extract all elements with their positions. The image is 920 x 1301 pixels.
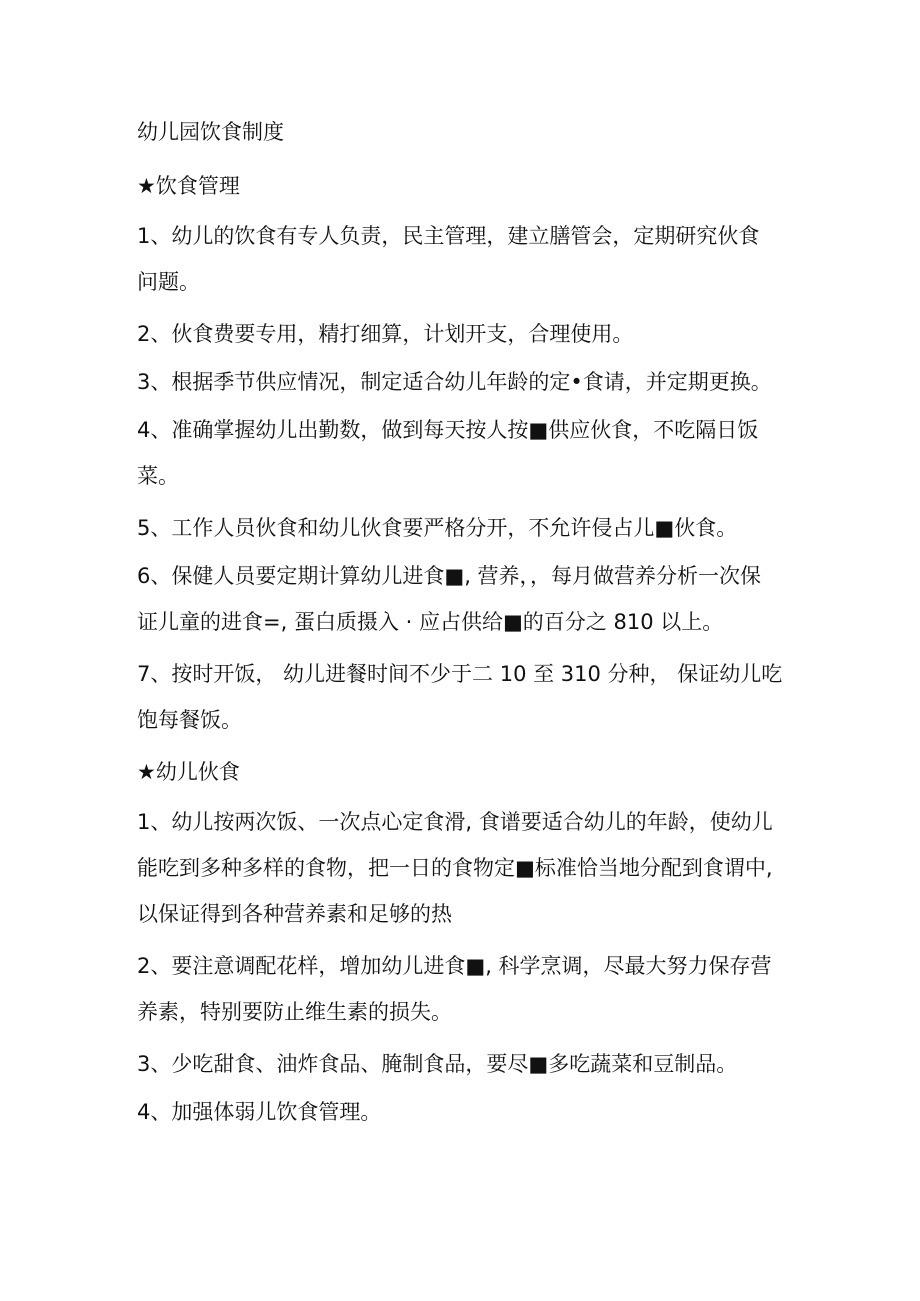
paragraph-line: 4、加强体弱儿饮食管理。 [137,1100,382,1124]
paragraph-line: 能吃到多种多样的食物，把一日的食物定■标准恰当地分配到食谓中, [137,856,773,880]
paragraph-line: 3、根据季节供应情况，制定适合幼儿年龄的定•食请，并定期更换。 [137,370,772,394]
paragraph-line: 7、按时开饭， 幼儿进餐时间不少于二 10 至 310 分种， 保证幼儿吃 [137,662,783,686]
section-heading-diet-management: ★饮食管理 [137,174,240,198]
paragraph-line: 2、要注意调配花样，增加幼儿进食■, 科学烹调，尽最大努力保存营 [137,954,772,978]
paragraph-line: 问题。 [137,270,200,294]
paragraph-line: 3、少吃甜食、油炸食品、腌制食品，要尽■多吃蔬菜和豆制品。 [137,1052,738,1076]
section-heading-child-meals: ★幼儿伙食 [137,760,240,784]
paragraph-line: 菜。 [137,464,179,488]
document-title: 幼儿园饮食制度 [137,120,284,144]
paragraph-line: 5、工作人员伙食和幼儿伙食要严格分开，不允许侵占儿■伙食。 [137,516,738,540]
paragraph-line: 2、伙食费要专用，精打细算，计划开支，合理使用。 [137,322,634,346]
paragraph-line: 1、幼儿的饮食有专人负责，民主管理，建立膳管会，定期研究伙食 [137,224,760,248]
paragraph-line: 以保证得到各种营养素和足够的热 [137,902,452,926]
paragraph-line: 养素，特别要防止维生素的损失。 [137,1000,452,1024]
paragraph-line: 饱每餐饭。 [137,708,242,732]
document-body [137,112,797,1140]
paragraph-line: 1、幼儿按两次饭、一次点心定食滑, 食谱要适合幼儿的年龄，使幼儿 [137,810,773,834]
paragraph-line: 证儿童的进食=, 蛋白质摄入 · 应占供给■的百分之 810 以上。 [137,610,724,634]
paragraph-line: 6、保健人员要定期计算幼儿进食■, 营养，，每月做营养分析一次保 [137,564,762,588]
paragraph-line: 4、准确掌握幼儿出勤数，做到每天按人按■供应伙食，不吃隔日饭 [137,418,759,442]
